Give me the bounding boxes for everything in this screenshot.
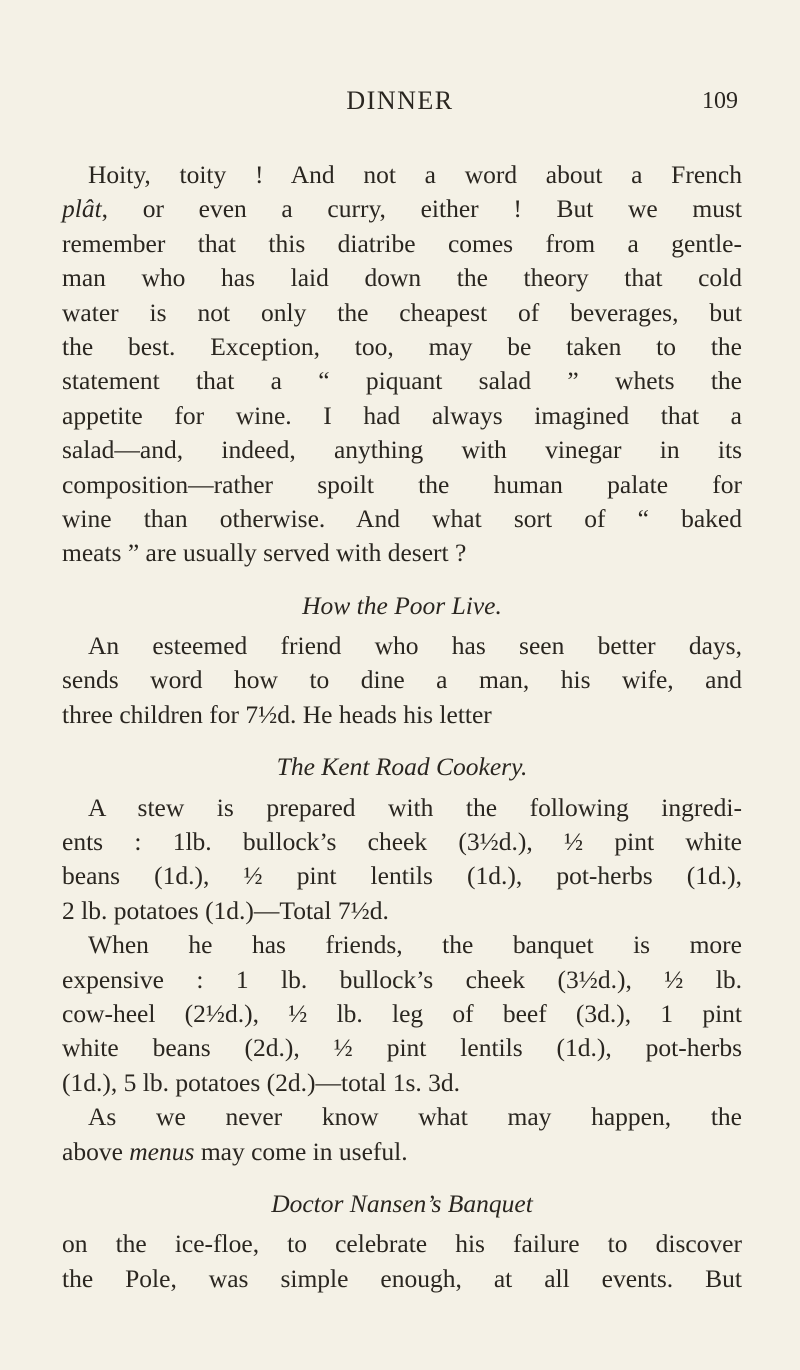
body-text — [62, 158, 742, 1296]
paragraph-line: Hoity, toity ! And not a word about a French — [88, 160, 742, 189]
line-text: above — [62, 1136, 130, 1166]
paragraph-line: meats ” are usually served with desert ? — [62, 538, 467, 568]
paragraph-line: expensive : 1 lb. bullock’s cheek (3½d.), ½ lb. — [62, 964, 742, 994]
paragraph-line — [62, 1135, 742, 1169]
paragraph-line — [62, 192, 742, 226]
page-number: 109 — [702, 88, 738, 114]
paragraph-line: appetite for wine. I had always imagined that a — [62, 400, 742, 430]
line-text: , or even a curry, either ! But we must — [101, 194, 742, 224]
italic-word: menus — [129, 1136, 195, 1166]
paragraph-line: When he has friends, the banquet is more — [88, 930, 742, 960]
paragraph-line: As we never know what may happen, the — [88, 1102, 742, 1132]
paragraph-line: three children for 7½d. He heads his letter — [62, 699, 492, 729]
paragraph-line: remember that this diatribe comes from a gentle- — [62, 228, 742, 258]
paragraph-line: cow-heel (2½d.), ½ lb. leg of beef (3d.), 1 pint — [62, 998, 742, 1028]
paragraph-line: ents : 1lb. bullock’s cheek (3½d.), ½ pint white — [62, 827, 742, 857]
paragraph-line: salad—and, indeed, anything with vinegar in its — [62, 435, 742, 465]
paragraph-line: water is not only the cheapest of beverages, but — [62, 297, 742, 327]
paragraph-line: man who has laid down the theory that cold — [62, 263, 742, 293]
paragraph-line: composition—rather spoilt the human palate for — [62, 469, 742, 499]
running-title: DINNER — [346, 86, 454, 115]
paragraph-line: statement that a “ piquant salad ” whets the — [62, 366, 742, 396]
paragraph-line: (1d.), 5 lb. potatoes (2d.)—total 1s. 3d. — [62, 1067, 461, 1097]
paragraph-line: wine than otherwise. And what sort of “ baked — [62, 503, 742, 533]
line-text: may come in useful. — [194, 1136, 408, 1166]
section-heading: The Kent Road Cookery. — [276, 752, 528, 782]
section-heading: Doctor Nansen’s Banquet — [271, 1188, 533, 1218]
italic-word: plât — [62, 194, 102, 224]
paragraph-line: beans (1d.), ½ pint lentils (1d.), pot-herbs (1d.), — [62, 861, 742, 891]
paragraph-line: sends word how to dine a man, his wife, and — [62, 665, 742, 695]
paragraph-line: An esteemed friend who has seen better days, — [88, 631, 742, 661]
paragraph-line: the Pole, was simple enough, at all events. But — [62, 1263, 742, 1293]
section-heading: How the Poor Live. — [302, 590, 502, 620]
paragraph-line: A stew is prepared with the following ingredi- — [88, 792, 742, 822]
paragraph-line: 2 lb. potatoes (1d.)—Total 7½d. — [62, 895, 389, 925]
paragraph-line: the best. Exception, too, may be taken to the — [62, 331, 742, 361]
running-head — [62, 86, 738, 126]
paragraph-line: white beans (2d.), ½ pint lentils (1d.), pot-herbs — [62, 1033, 742, 1063]
paragraph-line: on the ice-floe, to celebrate his failure to discover — [62, 1229, 742, 1259]
